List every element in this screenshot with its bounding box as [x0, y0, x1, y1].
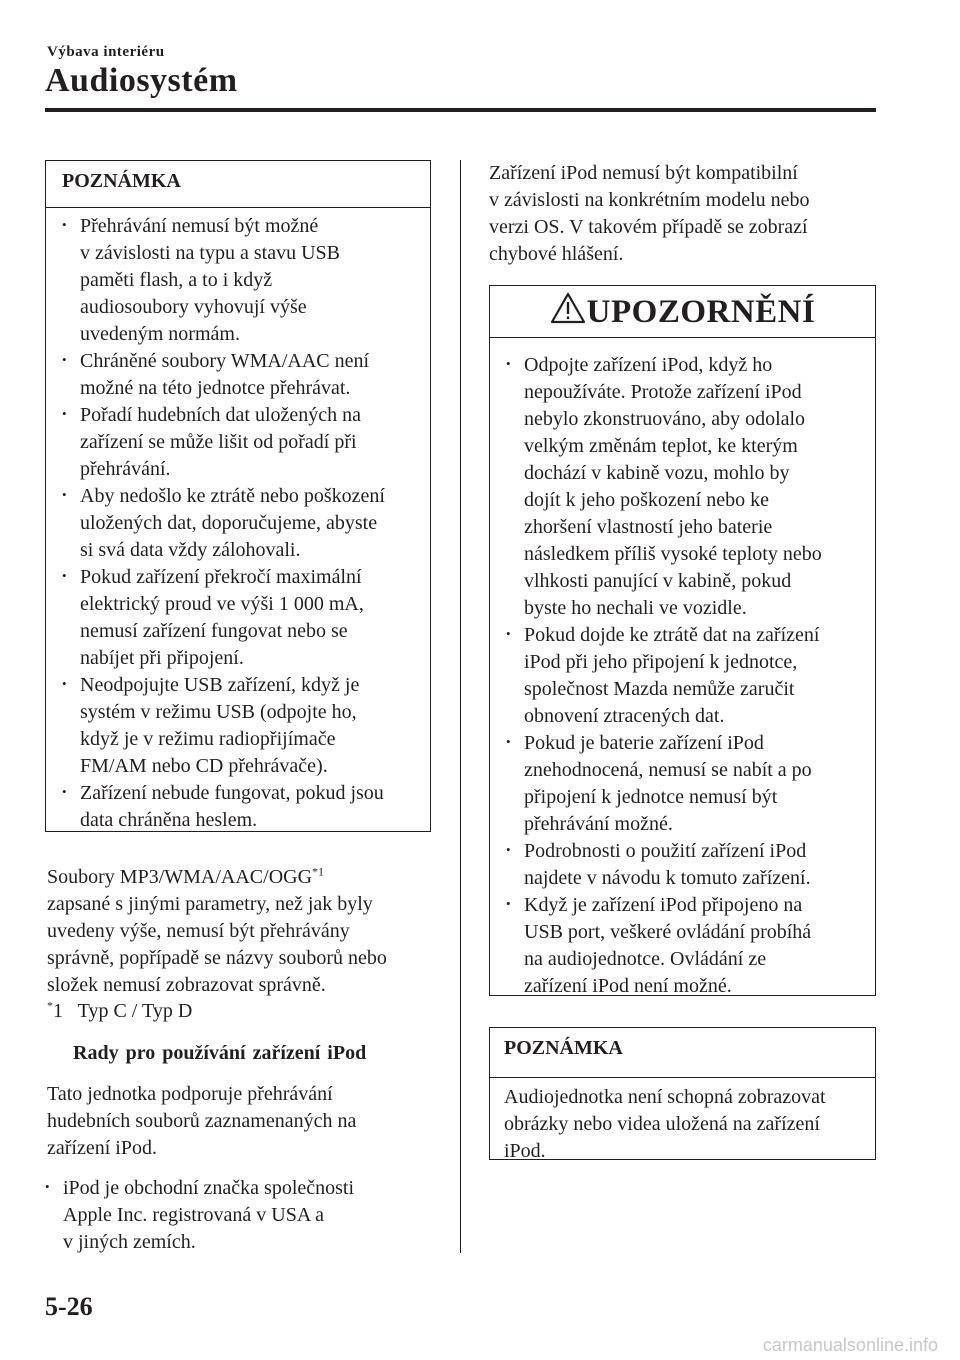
note-item: • Aby nedošlo ke ztrátě nebo poškození uložených dat, doporučujeme, abyste si svá data vždy zálohovali.: [50, 483, 430, 564]
footnote-ref: *1: [312, 864, 325, 879]
note-list: [50, 213, 430, 834]
page-number: 5-26: [45, 1292, 93, 1321]
mp3-paragraph: [47, 864, 447, 999]
watermark: carmanualsonline.info: [762, 1335, 938, 1355]
caution-title: UPOZORNĚNÍ: [586, 294, 816, 330]
note-item: • Zařízení nebude fungovat, pokud jsou data chráněna heslem.: [50, 780, 430, 834]
caution-list: [494, 352, 875, 1000]
caution-box: [489, 285, 876, 996]
footnote-mark: *: [47, 998, 53, 1013]
note-box-right: [489, 1027, 876, 1160]
ipod-intro: Tato jednotka podporuje přehrávání hudebních souborů zaznamenaných na zařízení iPod.: [47, 1083, 357, 1159]
caution-heading: [490, 286, 875, 331]
title-rule: [45, 108, 876, 112]
caution-item: • Podrobnosti o použití zařízení iPod najdete v návodu k tomuto zařízení.: [494, 838, 875, 892]
note-item: • Přehrávání nemusí být možné v závislosti na typu a stavu USB paměti flash, a to i když audiosoubory vyhovují výše uvedeným normám.: [50, 213, 430, 348]
mp3-paragraph-line1: Soubory MP3/WMA/AAC/OGG: [47, 866, 313, 888]
note-item: • Pořadí hudebních dat uložených na zařízení se může lišit od pořadí při přehrávání.: [50, 402, 430, 483]
note-item: • Neodpojujte USB zařízení, když je systém v režimu USB (odpojte ho, když je v režimu radiopřijímače FM/AM nebo CD přehrávače).: [50, 672, 430, 780]
note-text: Audiojednotka není schopná zobrazovat obrázky nebo videa uložená na zařízení iPod.: [504, 1086, 826, 1162]
caution-item: • Pokud dojde ke ztrátě dat na zařízení iPod při jeho připojení k jednotce, společnost Mazda nemůže zaručit obnovení ztracených dat.: [494, 622, 875, 730]
section-label: Výbava interiéru: [47, 44, 165, 60]
caution-item: • Pokud je baterie zařízení iPod znehodnocená, nemusí se nabít a po připojení k jednotce nemusí být přehrávání možné.: [494, 730, 875, 838]
note-heading: POZNÁMKA: [46, 161, 430, 208]
caution-item: • Odpojte zařízení iPod, když ho nepoužíváte. Protože zařízení iPod nebylo zkonstruováno, aby odolalo velkým změnám teplot, ke kterým dochází v kabině vozu, mohlo by dojít k jeho poškození nebo ke zhoršení vlastností jeho baterie následkem příliš vysoké teploty nebo vlhkosti panující v kabině, pokud byste ho nechali ve vozidle.: [494, 352, 875, 622]
note-item: • Chráněné soubory WMA/AAC není možné na této jednotce přehrávat.: [50, 348, 430, 402]
ipod-compat-paragraph: Zařízení iPod nemusí být kompatibilní v závislosti na konkrétním modelu nebo verzi OS. V takovém případě se zobrazí chybové hlášení.: [489, 162, 810, 265]
page-title: Audiosystém: [45, 62, 238, 99]
footnote-text: 1 Typ C / Typ D: [53, 1000, 193, 1022]
ipod-bullet: • iPod je obchodní značka společnosti Apple Inc. registrovaná v USA a v jiných zemích.: [33, 1175, 354, 1256]
warning-triangle-icon: [550, 292, 586, 324]
column-divider: [460, 160, 461, 1253]
note-box-left: [45, 160, 431, 832]
note-item: • Pokud zařízení překročí maximální elektrický proud ve výši 1 000 mA, nemusí zařízení fungovat nebo se nabíjet při připojení.: [50, 564, 430, 672]
note-heading: POZNÁMKA: [490, 1028, 875, 1078]
footnote: [47, 998, 192, 1025]
ipod-heading: Rady pro používání zařízení iPod: [73, 1042, 367, 1064]
ipod-bullets: [33, 1175, 354, 1256]
caution-item: • Když je zařízení iPod připojeno na USB port, veškeré ovládání probíhá na audiojednotce. Ovládání ze zařízení iPod není možné.: [494, 892, 875, 1000]
mp3-paragraph-rest: zapsané s jinými parametry, než jak byly uvedeny výše, nemusí být přehrávány správně, popřípadě se názvy souborů nebo složek nemusí zobrazovat správně.: [47, 893, 387, 996]
caution-rule: [490, 337, 875, 338]
